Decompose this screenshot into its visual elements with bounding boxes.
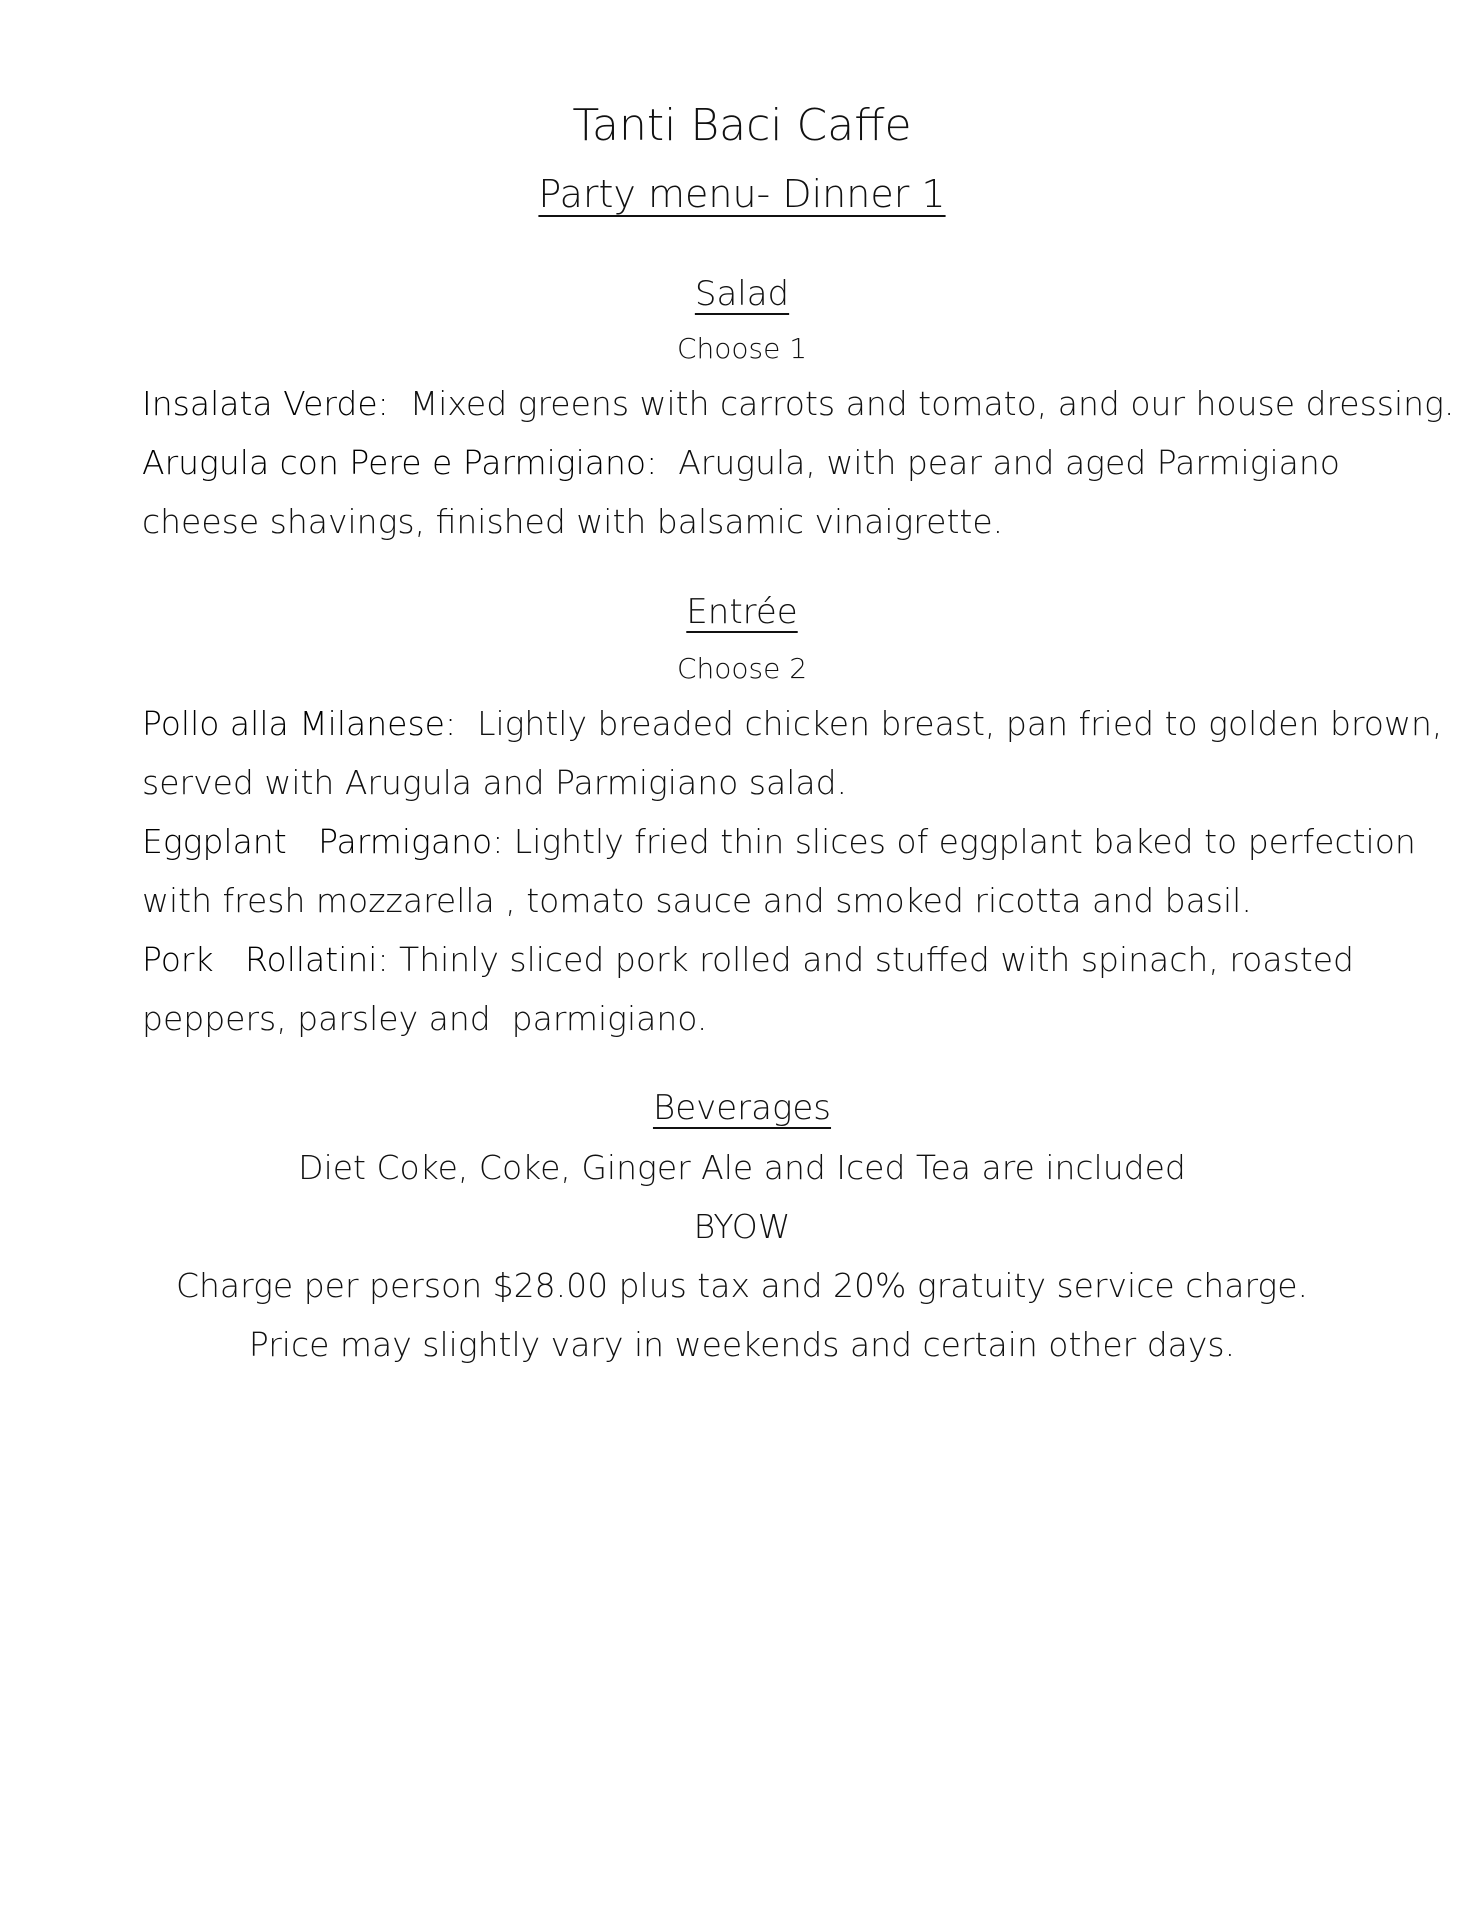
- dish-description: Arugula, with pear and aged Parmigiano: [678, 443, 1340, 482]
- menu-title-text: Party menu- Dinner 1: [538, 172, 946, 216]
- dish-description: : Lightly fried thin slices of eggplant baked to perfection: [492, 822, 1416, 861]
- entree-item-pollo-cont: served with Arugula and Parmigiano salad.: [142, 763, 848, 802]
- entree-item-pork: [142, 940, 1354, 980]
- price-line: Charge per person $28.00 plus tax and 20% gratuity service charge.: [175, 1266, 1309, 1305]
- salad-item-arugula-cont: cheese shavings, finished with balsamic vinaigrette.: [142, 502, 1004, 541]
- salad-heading: [0, 274, 1484, 314]
- menu-title: [0, 172, 1484, 216]
- entree-choose: Choose 2: [676, 652, 808, 685]
- entree-heading: [0, 592, 1484, 632]
- beverages-heading: [0, 1088, 1484, 1128]
- dish-description: : Thinly sliced pork rolled and stuffed with spinach, roasted: [377, 940, 1354, 979]
- dish-name: Insalata Verde:: [142, 384, 389, 423]
- dish-description: Lightly breaded chicken breast, pan fried to golden brown,: [477, 704, 1443, 743]
- entree-item-pollo: [142, 704, 1443, 744]
- entree-item-pork-cont: peppers, parsley and parmigiano.: [142, 999, 708, 1038]
- salad-choose: Choose 1: [676, 332, 808, 365]
- dish-name: Arugula con Pere e Parmigiano:: [142, 443, 658, 482]
- entree-item-eggplant: [142, 822, 1416, 862]
- salad-item-arugula: [142, 443, 1342, 483]
- salad-heading-text: Salad: [694, 274, 790, 314]
- byow-note: BYOW: [693, 1207, 791, 1246]
- entree-item-eggplant-cont: with fresh mozzarella , tomato sauce and smoked ricotta and basil.: [142, 881, 1252, 920]
- salad-item-insalata-verde: [142, 384, 1455, 424]
- dish-name: Pollo alla Milanese:: [142, 704, 457, 743]
- dish-description: Mixed greens with carrots and tomato, and our house dressing.: [409, 384, 1455, 423]
- dish-name: Pork Rollatini: [142, 940, 378, 979]
- entree-heading-text: Entrée: [686, 592, 798, 632]
- price-note: Price may slightly vary in weekends and certain other days.: [248, 1325, 1236, 1364]
- restaurant-name: Tanti Baci Caffe: [572, 100, 912, 151]
- beverages-heading-text: Beverages: [652, 1088, 832, 1128]
- beverages-included: Diet Coke, Coke, Ginger Ale and Iced Tea are included: [298, 1148, 1186, 1187]
- dish-name: Eggplant Parmigano: [142, 822, 493, 861]
